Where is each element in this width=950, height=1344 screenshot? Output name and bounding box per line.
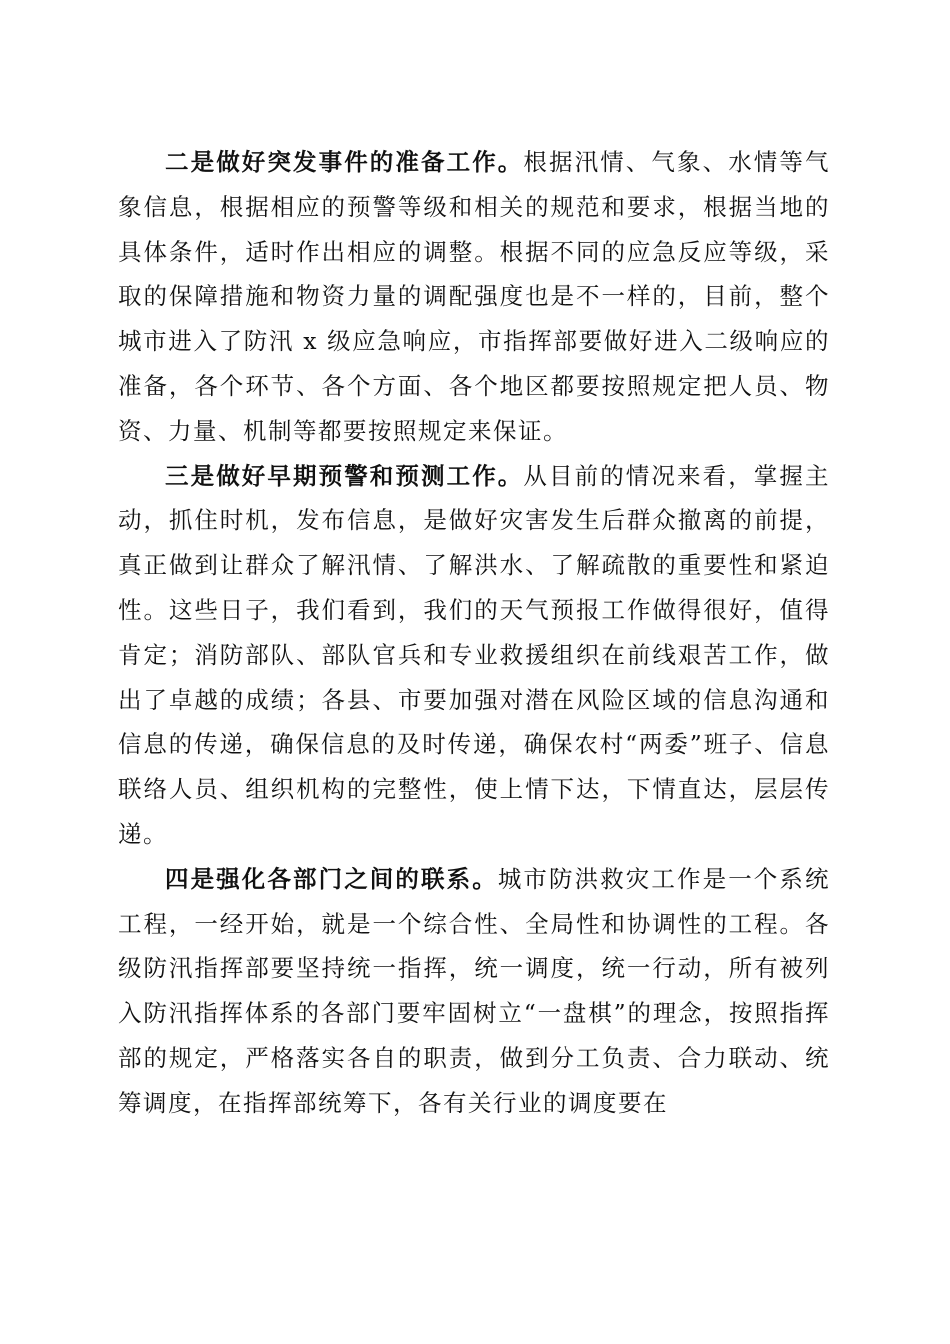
paragraph-4: [118, 857, 830, 1126]
paragraph-4-heading: 四是强化各部门之间的联系。: [165, 864, 498, 893]
document-body: [118, 140, 830, 1126]
paragraph-2-heading: 二是做好突发事件的准备工作。: [165, 148, 524, 176]
paragraph-3-text: 从目前的情况来看，掌握主动，抓住时机，发布信息，是做好灾害发生后群众撤离的前提，真正做到让群众了解汛情、了解洪水、了解疏散的重要性和紧迫性。这些日子，我们看到，我们的天气预报工作做得很好，值得肯定；消防部队、部队官兵和专业救援组织在前线艰苦工作，做出了卓越的成绩；各县、市要加强对潜在风险区域的信息沟通和信息的传递，确保信息的及时传递，确保农村“两委”班子、信息联络人员、组织机构的完整性，使上情下达，下情直达，层层传递。: [118, 461, 831, 848]
paragraph-2-text: 根据汛情、气象、水情等气象信息，根据相应的预警等级和相关的规范和要求，根据当地的具体条件，适时作出相应的调整。根据不同的应急反应等级，采取的保障措施和物资力量的调配强度也是不一样的，目前，整个城市进入了防汛 x 级应急响应，市指挥部要做好进入二级响应的准备，各个环节、各个方面、各个地区都要按照规定把人员、物资、力量、机制等都要按照规定来保证。: [118, 148, 831, 445]
paragraph-4-text: 城市防洪救灾工作是一个系统工程，一经开始，就是一个综合性、全局性和协调性的工程。各级防汛指挥部要坚持统一指挥，统一调度，统一行动，所有被列入防汛指挥体系的各部门要牢固树立“一盘棋”的理念，按照指挥部的规定，严格落实各自的职责，做到分工负责、合力联动、统筹调度，在指挥部统筹下，各有关行业的调度要在: [118, 864, 831, 1117]
paragraph-3-heading: 三是做好早期预警和预测工作。: [165, 461, 524, 490]
paragraph-3: [118, 454, 830, 857]
paragraph-2: [118, 140, 830, 454]
